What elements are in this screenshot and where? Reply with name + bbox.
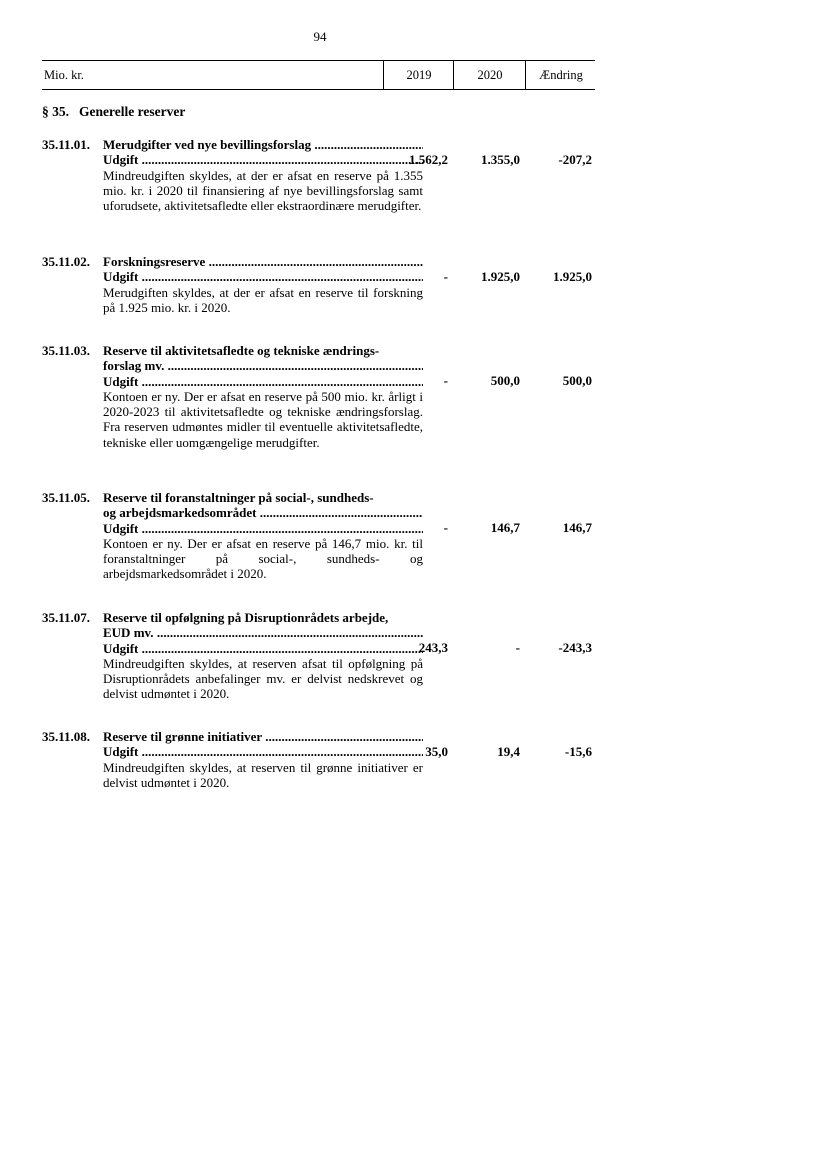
item-title: Merudgifter ved nye bevillingsforslag .....	[103, 137, 423, 152]
value-2019: -	[443, 520, 448, 535]
column-header-change: Ændring	[525, 61, 596, 89]
value-change: -207,2	[558, 152, 592, 167]
item-title-continued: og arbejdsmarkedsområdet .....	[103, 505, 423, 520]
item-title: Reserve til foranstaltninger på social-, sundheds-	[103, 490, 374, 505]
value-change: -15,6	[564, 744, 592, 759]
value-2019: 243,3	[418, 640, 448, 655]
table-header	[42, 60, 595, 90]
item-title-continued: forslag mv. .....	[103, 358, 423, 373]
item-title: Forskningsreserve .....	[103, 254, 423, 269]
column-header-2019: 2019	[383, 61, 454, 89]
item-description: Mindreudgiften skyldes, at der er afsat en reserve på 1.355 mio. kr. i 2020 til finansiering af nye bevillingsforslag samt uforudsete, aktivitetsafledte eller ekstraordinære merudgifter.	[103, 167, 423, 214]
item-code: 35.11.02.	[42, 254, 91, 269]
section-heading	[42, 104, 185, 120]
unit-label: Mio. kr.	[44, 68, 84, 82]
item-title: Reserve til aktivitetsafledte og tekniske ændrings-	[103, 343, 380, 358]
column-header-2020: 2020	[453, 61, 526, 89]
section-number: § 35.	[42, 104, 69, 119]
item-code: 35.11.08.	[42, 729, 91, 744]
item-label: Udgift .....	[103, 152, 423, 167]
value-2020: 19,4	[497, 744, 520, 759]
item-title: Reserve til grønne initiativer .....	[103, 729, 423, 744]
value-change: -243,3	[558, 640, 592, 655]
item-label: Udgift .....	[103, 269, 423, 284]
value-2020: 1.355,0	[481, 152, 520, 167]
section-title: Generelle reserver	[79, 104, 186, 119]
item-label: Udgift .....	[103, 641, 423, 656]
page-number: 94	[313, 29, 327, 44]
item-description: Kontoen er ny. Der er afsat en reserve på 500 mio. kr. årligt i 2020-2023 til aktivitetsafledte og tekniske ændringsforslag. Fra reserven udmøntes midler til eventuelle aktivitetsafledte, tekniske eller uomgængelige merudgifter.	[103, 388, 423, 450]
value-change: 500,0	[562, 373, 592, 388]
value-2020: 1.925,0	[481, 269, 520, 284]
item-code: 35.11.07.	[42, 610, 91, 625]
item-description: Mindreudgiften skyldes, at reserven til grønne initiativer er delvist udmøntet i 2020.	[103, 759, 423, 790]
value-2019: -	[443, 269, 448, 284]
value-change: 1.925,0	[553, 269, 592, 284]
item-code: 35.11.03.	[42, 343, 91, 358]
item-label: Udgift .....	[103, 521, 423, 536]
value-2019: 35,0	[425, 744, 448, 759]
item-description: Kontoen er ny. Der er afsat en reserve på 146,7 mio. kr. til foranstaltninger på social-, sundheds- og arbejdsmarkedsområdet i 2020.	[103, 535, 423, 582]
value-2020: 500,0	[490, 373, 520, 388]
value-2019: -	[443, 373, 448, 388]
item-label: Udgift .....	[103, 374, 423, 389]
item-title-continued: EUD mv. .....	[103, 625, 423, 640]
value-change: 146,7	[562, 520, 592, 535]
value-2019: 1.562,2	[409, 152, 448, 167]
value-2020: -	[515, 640, 520, 655]
item-title: Reserve til opfølgning på Disruptionrådets arbejde,	[103, 610, 389, 625]
item-description: Merudgiften skyldes, at der er afsat en reserve til forskning på 1.925 mio. kr. i 2020.	[103, 284, 423, 315]
item-description: Mindreudgiften skyldes, at reserven afsat til opfølgning på Disruptionrådets anbefalinger mv. er delvist nedskrevet og delvist udmøntet i 2020.	[103, 655, 423, 702]
item-code: 35.11.01.	[42, 137, 91, 152]
item-label: Udgift .....	[103, 744, 423, 759]
value-2020: 146,7	[490, 520, 520, 535]
item-code: 35.11.05.	[42, 490, 91, 505]
